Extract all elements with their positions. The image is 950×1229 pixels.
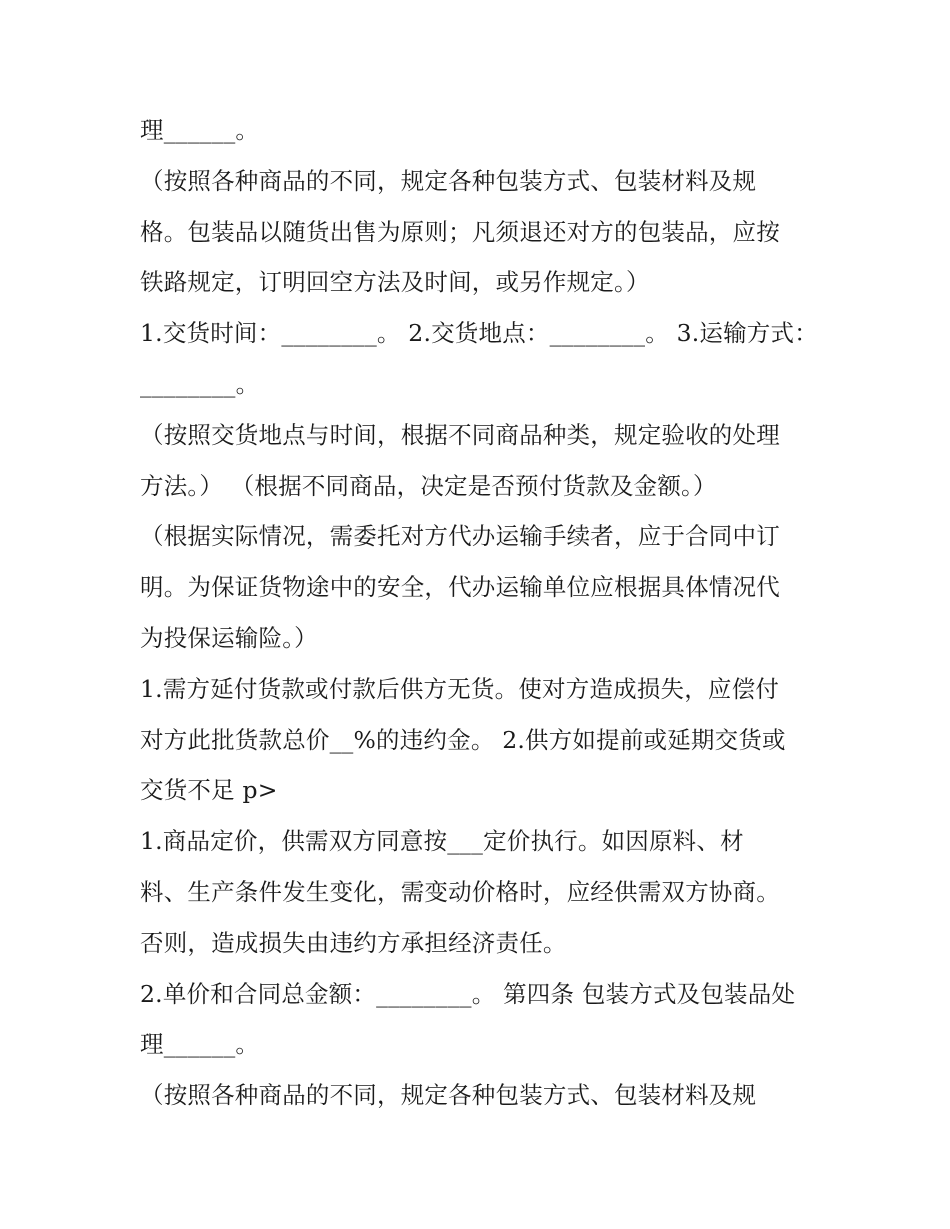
text-line: 否则，造成损失由违约方承担经济责任。	[140, 928, 567, 957]
text-line: 1.商品定价，供需双方同意按___定价执行。如因原料、材	[140, 827, 744, 856]
text-line: 方法。） （根据不同商品，决定是否预付货款及金额。）	[140, 471, 717, 500]
text-line: 1.交货时间：________。 2.交货地点：________。 3.运输方式：	[140, 319, 818, 348]
text-line: 格。包装品以随货出售为原则；凡须退还对方的包装品，应按	[140, 217, 780, 246]
text-line: 料、生产条件发生变化，需变动价格时，应经供需双方协商。	[140, 877, 780, 906]
text-line: （按照各种商品的不同，规定各种包装方式、包装材料及规	[140, 1081, 757, 1110]
text-line: 交货不足 p>	[140, 776, 278, 805]
text-line: 对方此批货款总价__%的违约金。 2.供方如提前或延期交货或	[140, 725, 786, 754]
text-line: 铁路规定，订明回空方法及时间，或另作规定。）	[140, 268, 650, 297]
text-line: 2.单价和合同总金额：________。 第四条 包装方式及包装品处	[140, 979, 796, 1008]
document-body	[140, 105, 830, 1121]
text-line: 1.需方延付货款或付款后供方无货。使对方造成损失，应偿付	[140, 674, 780, 703]
text-line: 为投保运输险。）	[140, 623, 318, 652]
text-line: （根据实际情况，需委托对方代办运输手续者，应于合同中订	[140, 522, 780, 551]
text-line: （按照交货地点与时间，根据不同商品种类，规定验收的处理	[140, 420, 780, 449]
text-line: 理______。	[140, 116, 260, 144]
text-line: 理______。	[140, 1030, 260, 1059]
text-line: 明。为保证货物途中的安全，代办运输单位应根据具体情况代	[140, 573, 780, 602]
text-line: ________。	[140, 369, 260, 398]
text-line: （按照各种商品的不同，规定各种包装方式、包装材料及规	[140, 166, 757, 195]
